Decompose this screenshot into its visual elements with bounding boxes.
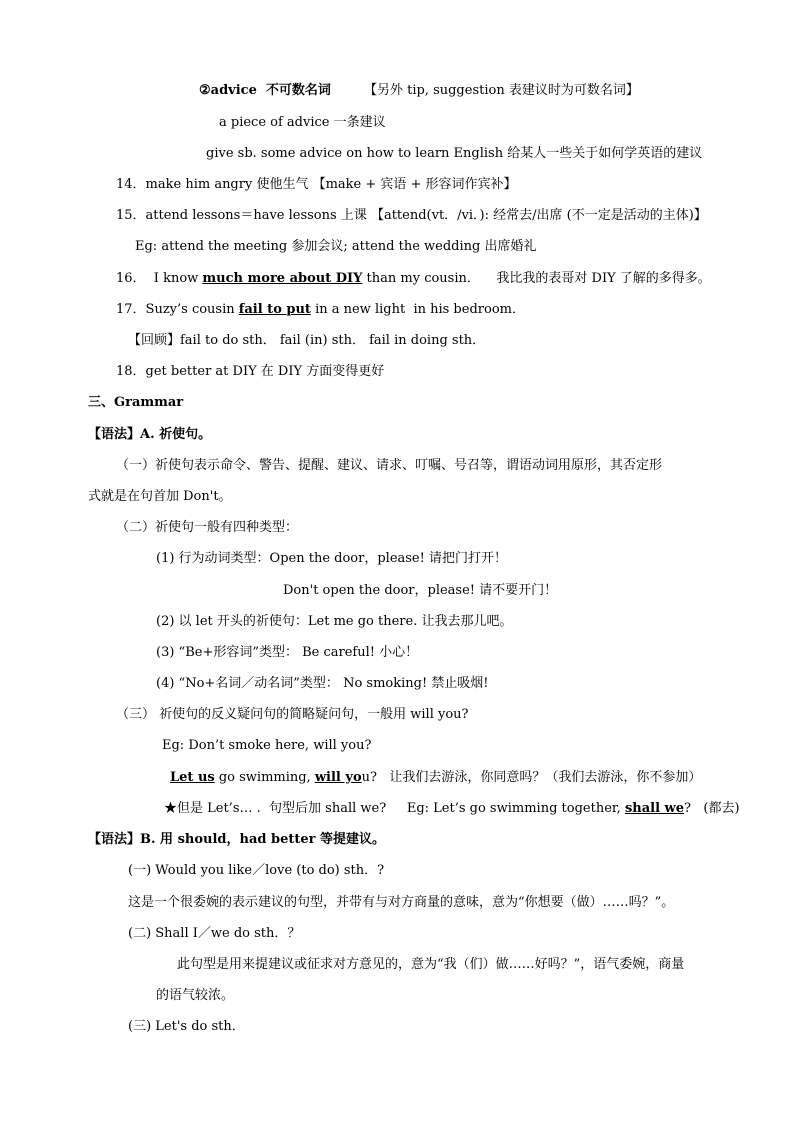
grammar-a-title: 【语法】A. 祈使句。 [88,427,212,442]
grammar-a3-letus-example [170,768,701,788]
item-17-prefix: 17．Suzy’s cousin [116,302,239,317]
grammar-b2: (二) Shall I／we do sth．？ [128,926,301,941]
grammar-a2: （二）祈使句一般有四种类型： [116,520,299,535]
grammar-a2-type3: (3) “Be+形容词”类型： Be careful! 小心！ [156,645,419,660]
grammar-a3-example: Eg: Don’t smoke here, will you? [162,738,372,753]
shallwe-underlined: shall we [624,801,684,816]
grammar-b2-desc1: 此句型是用来提建议或征求对方意见的，意为“我（们）做……好吗？”，语气委婉，商量 [177,957,685,972]
letus-underlined: Let us [170,770,215,785]
grammar-a3: （三） 祈使句的反义疑问句的简略疑问句，一般用 will you? [116,707,469,722]
item-17 [116,300,525,320]
item-14: 14．make him angry 使他生气 【make + 宾语 + 形容词作宾补】 [116,177,517,192]
grammar-b3: (三) Let's do sth． [128,1019,245,1034]
grammar-a1-line2: 式就是在句首加 Don't。 [88,489,232,504]
item-16-underlined-phrase: much more about DIY [202,271,363,286]
star-note-suffix: ? (都去) [684,801,740,816]
grammar-a2-type2: (2) 以 let 开头的祈使句：Let me go there. 让我去那儿吧。 [156,614,513,629]
item-18: 18．get better at DIY 在 DIY 方面变得更好 [116,364,385,379]
advice-example-1: a piece of advice 一条建议 [219,115,386,130]
advice-note-line [199,81,639,101]
willyou-underlined: will yo [314,770,362,785]
section-grammar-heading: 三、Grammar [88,395,184,410]
advice-note-aside: 【另外 tip, suggestion 表建议时为可数名词】 [363,83,639,98]
grammar-b2-desc2: 的语气较浓。 [156,988,235,1003]
item-17-review: 【回顾】fail to do sth． fail (in) sth． fail in doing sth． [128,333,486,348]
item-17-suffix: in a new light in his bedroom． [310,302,525,317]
advice-note-main: ②advice 不可数名词 [199,83,331,98]
grammar-a2-type4: (4) “No+名词／动名词”类型： No smoking! 禁止吸烟! [156,676,489,691]
item-16 [116,269,711,289]
item-15: 15．attend lessons＝have lessons 上课 【attend(vt．/vi．): 经常去/出席 (不一定是活动的主体)】 [116,208,707,223]
advice-example-2: give sb. some advice on how to learn English 给某人一些关于如何学英语的建议 [206,146,703,161]
grammar-b1: (一) Would you like／love (to do) sth．? [128,863,385,878]
item-17-underlined-phrase: fail to put [238,302,311,317]
grammar-b-title: 【语法】B. 用 should，had better 等提建议。 [88,832,385,847]
letus-middle: go swimming, [214,770,315,785]
item-16-suffix: than my cousin． 我比我的表哥对 DIY 了解的多得多。 [362,271,711,286]
item-16-prefix: 16． I know [116,271,203,286]
grammar-a3-star-note [164,799,740,819]
grammar-a2-type1: (1) 行为动词类型：Open the door，please! 请把门打开！ [156,551,507,566]
grammar-a2-type1-negative: Don't open the door，please! 请不要开门！ [283,583,558,598]
grammar-b1-desc: 这是一个很委婉的表示建议的句型，并带有与对方商量的意味，意为“你想要（做）……吗？”。 [128,895,675,910]
star-note-prefix: ★但是 Let’s… . 句型后加 shall we? Eg: Let’s go swimming together, [164,801,625,816]
item-15-example: Eg: attend the meeting 参加会议; attend the wedding 出席婚礼 [135,239,537,254]
letus-suffix: u? 让我们去游泳，你同意吗？（我们去游泳，你不参加） [361,770,702,785]
grammar-a1-line1: （一）祈使句表示命令、警告、提醒、建议、请求、叮嘱、号召等，谓语动词用原形，其否定形 [116,458,663,473]
